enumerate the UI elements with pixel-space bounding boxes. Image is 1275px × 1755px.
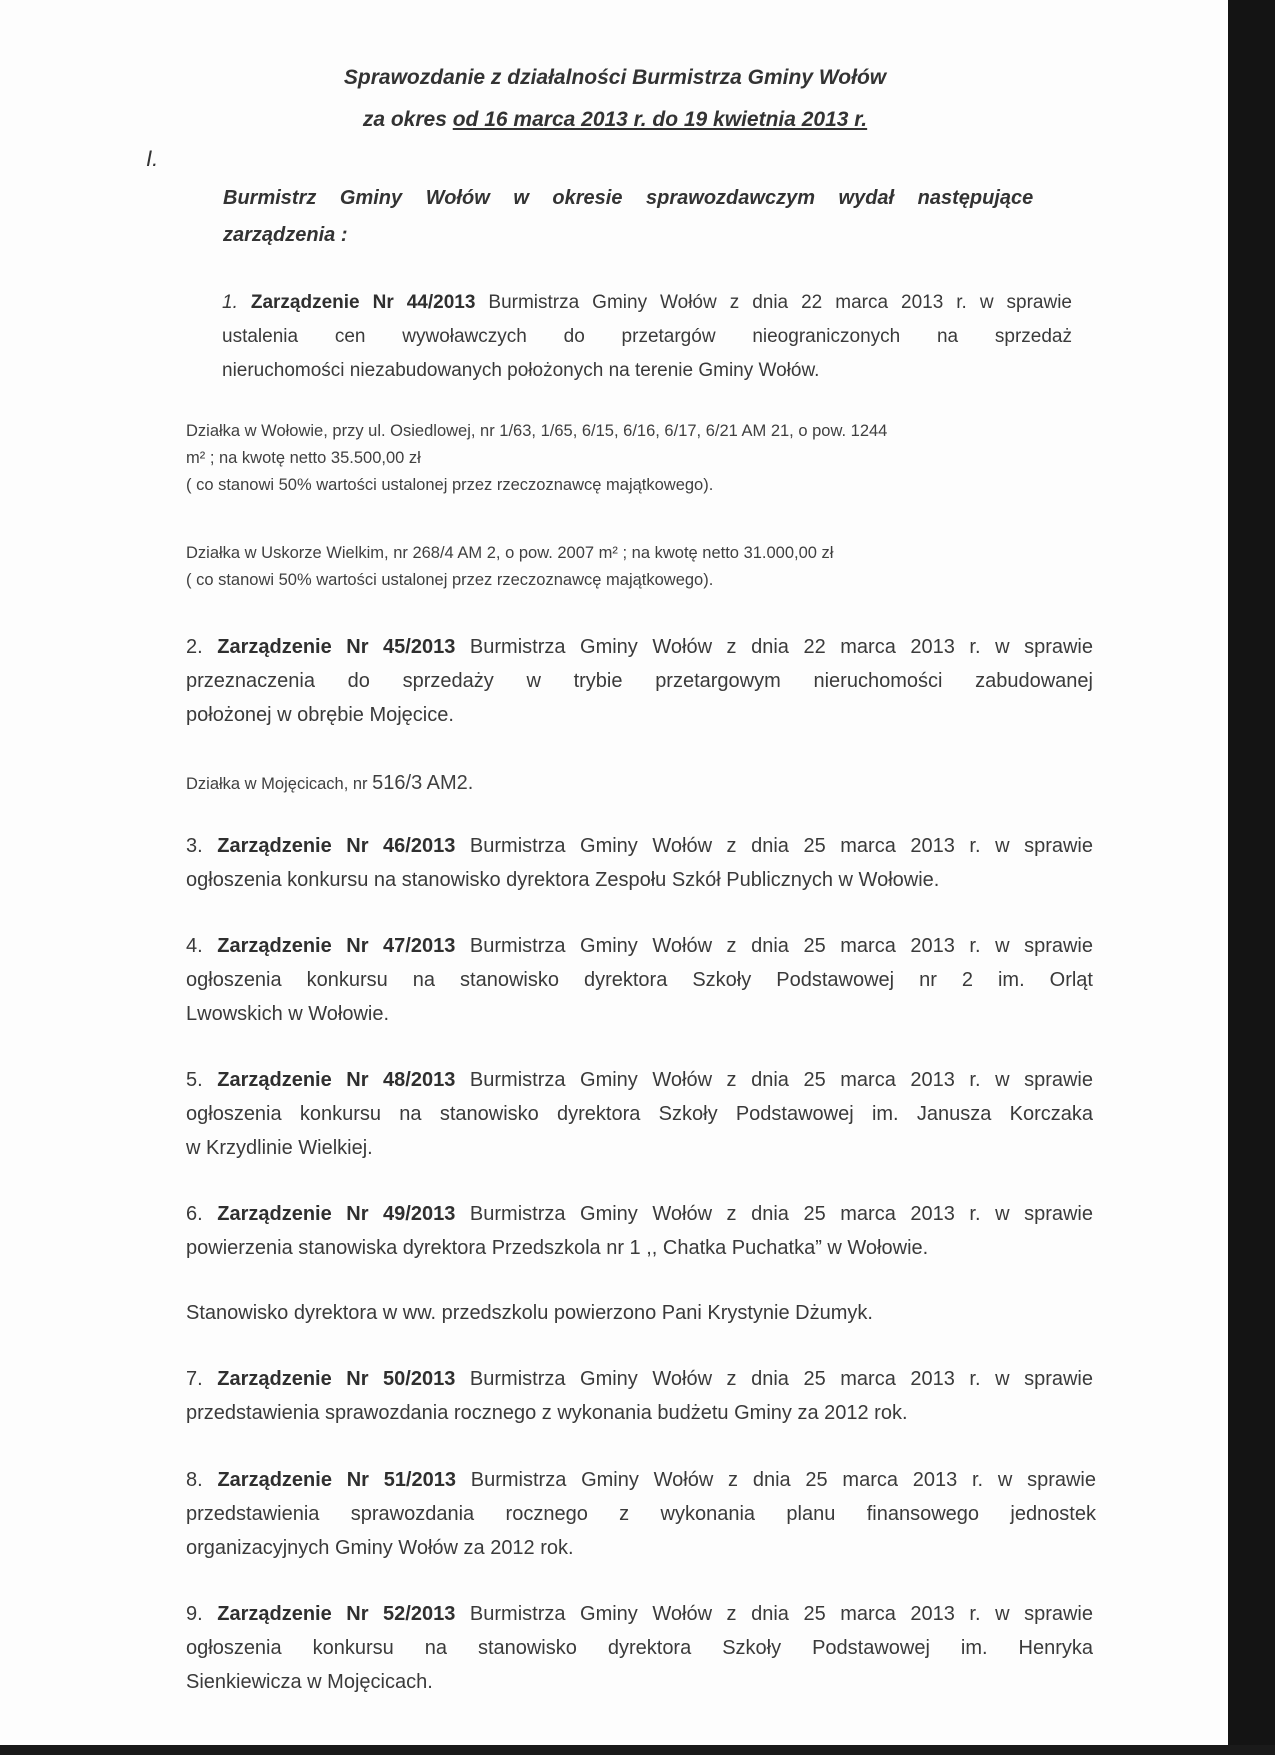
item-text: Burmistrza Gminy Wołów z dnia 25 marca 2013 r. w sprawie xyxy=(456,1469,1096,1491)
plot-detail-1 xyxy=(186,418,1086,499)
list-item-7 xyxy=(186,1362,1093,1430)
item-text: Burmistrza Gminy Wołów z dnia 22 marca 2013 r. w sprawie xyxy=(455,636,1093,658)
list-item-5-line1 xyxy=(186,1063,1093,1097)
plot-detail-1-line1: Działka w Wołowie, przy ul. Osiedlowej, nr 1/63, 1/65, 6/15, 6/16, 6/17, 6/21 AM 21, o pow. 1244 xyxy=(186,422,888,440)
scan-edge-right xyxy=(1228,0,1275,1755)
list-item-1-line3: nieruchomości niezabudowanych położonych na terenie Gminy Wołów. xyxy=(222,360,820,381)
list-item-9 xyxy=(186,1597,1093,1699)
item-title: Zarządzenie Nr 47/2013 xyxy=(217,935,456,957)
list-item-6 xyxy=(186,1197,1093,1265)
plot-detail-1-line3: ( co stanowi 50% wartości ustalonej przez rzeczoznawcę majątkowego). xyxy=(186,476,714,494)
list-item-3-line2: ogłoszenia konkursu na stanowisko dyrektora Zespołu Szkół Publicznych w Wołowie. xyxy=(186,869,940,891)
list-item-9-line2: ogłoszenia konkursu na stanowisko dyrektora Szkoły Podstawowej im. Henryka xyxy=(186,1637,1093,1659)
item-number: 5. xyxy=(186,1069,203,1091)
item-title: Zarządzenie Nr 45/2013 xyxy=(217,636,456,658)
list-item-8-line3: organizacyjnych Gminy Wołów za 2012 rok. xyxy=(186,1537,574,1559)
item-number: 6. xyxy=(186,1203,203,1225)
list-item-4-line1 xyxy=(186,929,1093,963)
list-item-9-line1 xyxy=(186,1597,1093,1631)
document-title-line2 xyxy=(230,108,1000,132)
item-title: Zarządzenie Nr 46/2013 xyxy=(217,835,456,857)
item-text: Burmistrza Gminy Wołów z dnia 25 marca 2013 r. w sprawie xyxy=(455,1203,1093,1225)
item-number: 1. xyxy=(222,292,238,313)
list-item-2 xyxy=(186,630,1093,732)
list-item-1-line2: ustalenia cen wywoławczych do przetargów nieograniczonych na sprzedaż xyxy=(222,326,1072,347)
director-note: Stanowisko dyrektora w ww. przedszkolu powierzono Pani Krystynie Dżumyk. xyxy=(186,1302,873,1324)
list-item-3-line1 xyxy=(186,829,1093,863)
list-item-2-line3: położonej w obrębie Mojęcice. xyxy=(186,704,454,726)
item-text: Burmistrza Gminy Wołów z dnia 25 marca 2013 r. w sprawie xyxy=(455,1368,1093,1390)
item-number: 7. xyxy=(186,1368,203,1390)
item-number: 4. xyxy=(186,935,203,957)
item-text: Burmistrza Gminy Wołów z dnia 25 marca 2013 r. w sprawie xyxy=(455,935,1093,957)
list-item-5 xyxy=(186,1063,1093,1165)
item-title: Zarządzenie Nr 44/2013 xyxy=(250,292,476,313)
list-item-1 xyxy=(222,286,1072,388)
plot-detail-2-line2: ( co stanowi 50% wartości ustalonej przez rzeczoznawcę majątkowego). xyxy=(186,571,714,589)
list-item-1-line1 xyxy=(222,286,1072,320)
item-title: Zarządzenie Nr 50/2013 xyxy=(217,1368,456,1390)
list-item-4 xyxy=(186,929,1093,1031)
list-item-8 xyxy=(186,1463,1096,1565)
list-item-4-line2: ogłoszenia konkursu na stanowisko dyrektora Szkoły Podstawowej nr 2 im. Orląt xyxy=(186,969,1093,991)
item-title: Zarządzenie Nr 51/2013 xyxy=(217,1469,456,1491)
list-item-2-line1 xyxy=(186,630,1093,664)
item-title: Zarządzenie Nr 48/2013 xyxy=(217,1069,456,1091)
list-item-6-line1 xyxy=(186,1197,1093,1231)
document-title-line1: Sprawozdanie z działalności Burmistrza Gminy Wołów xyxy=(343,66,887,89)
plot-detail-2-line1: Działka w Uskorze Wielkim, nr 268/4 AM 2, o pow. 2007 m² ; na kwotę netto 31.000,00 zł xyxy=(186,544,834,562)
plot-detail-2 xyxy=(186,540,1086,594)
item-number: 8. xyxy=(186,1469,203,1491)
section-number: I. xyxy=(146,146,159,171)
item-text: Burmistrza Gminy Wołów z dnia 25 marca 2013 r. w sprawie xyxy=(455,1603,1093,1625)
plot-detail-3 xyxy=(186,770,1086,798)
list-item-8-line1 xyxy=(186,1463,1096,1497)
list-item-6-line2: powierzenia stanowiska dyrektora Przedszkola nr 1 ,, Chatka Puchatka” w Wołowie. xyxy=(186,1237,929,1259)
plot-detail-3-prefix: Działka w Mojęcicach, nr xyxy=(186,775,373,793)
list-item-7-line1 xyxy=(186,1362,1093,1396)
title-period-dates: od 16 marca 2013 r. do 19 kwietnia 2013 r. xyxy=(452,108,868,131)
list-item-3 xyxy=(186,829,1093,897)
intro-line2: zarządzenia : xyxy=(223,224,348,246)
item-text: Burmistrza Gminy Wołów z dnia 22 marca 2013 r. w sprawie xyxy=(475,292,1073,313)
plot-detail-1-line2: m² ; na kwotę netto 35.500,00 zł xyxy=(186,449,421,467)
item-number: 3. xyxy=(186,835,203,857)
list-item-5-line2: ogłoszenia konkursu na stanowisko dyrektora Szkoły Podstawowej im. Janusza Korczaka xyxy=(186,1103,1093,1125)
list-item-8-line2: przedstawienia sprawozdania rocznego z wykonania planu finansowego jednostek xyxy=(186,1503,1096,1525)
item-text: Burmistrza Gminy Wołów z dnia 25 marca 2013 r. w sprawie xyxy=(455,1069,1093,1091)
intro-text: Burmistrz Gminy Wołów w okresie sprawozdawczym wydał następujące xyxy=(223,187,1034,209)
list-item-4-line3: Lwowskich w Wołowie. xyxy=(186,1003,390,1025)
list-item-9-line3: Sienkiewicza w Mojęcicach. xyxy=(186,1671,433,1693)
intro-line1 xyxy=(223,181,1070,215)
item-title: Zarządzenie Nr 52/2013 xyxy=(217,1603,456,1625)
item-number: 2. xyxy=(186,636,203,658)
list-item-7-line2: przedstawienia sprawozdania rocznego z wykonania budżetu Gminy za 2012 rok. xyxy=(186,1402,908,1424)
title-period-prefix: za okres xyxy=(362,108,453,131)
item-title: Zarządzenie Nr 49/2013 xyxy=(217,1203,456,1225)
item-text: Burmistrza Gminy Wołów z dnia 25 marca 2013 r. w sprawie xyxy=(455,835,1093,857)
plot-detail-3-number: 516/3 AM2. xyxy=(372,772,474,794)
list-item-5-line3: w Krzydlinie Wielkiej. xyxy=(186,1137,373,1159)
scan-edge-bottom xyxy=(0,1745,1275,1755)
item-number: 9. xyxy=(186,1603,203,1625)
list-item-2-line2: przeznaczenia do sprzedaży w trybie przetargowym nieruchomości zabudowanej xyxy=(186,670,1093,692)
